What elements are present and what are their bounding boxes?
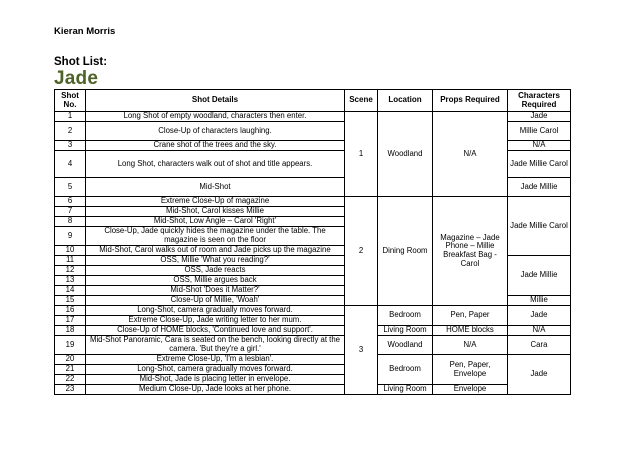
characters-cell: Jade Millie Carol (508, 197, 571, 256)
shot-number: 15 (55, 296, 86, 306)
shot-details: Long Shot, characters walk out of shot and title appears. (86, 151, 345, 178)
shot-number: 6 (55, 197, 86, 207)
shot-number: 11 (55, 256, 86, 266)
scene-cell: 1 (345, 112, 378, 197)
characters-cell: Jade (508, 112, 571, 122)
shot-details: Crane shot of the trees and the sky. (86, 141, 345, 151)
shot-details: Close-Up of characters laughing. (86, 122, 345, 141)
props-cell: N/A (433, 336, 508, 355)
shot-details: Close-Up, Jade quickly hides the magazine under the table. The magazine is seen on the floor (86, 227, 345, 246)
shot-number: 23 (55, 385, 86, 395)
location-cell: Bedroom (378, 355, 433, 385)
shot-number: 10 (55, 246, 86, 256)
characters-cell: Cara (508, 336, 571, 355)
shot-number: 22 (55, 375, 86, 385)
shot-number: 9 (55, 227, 86, 246)
shot-details: OSS, Jade reacts (86, 266, 345, 276)
characters-cell: Jade (508, 355, 571, 395)
characters-cell: Millie Carol (508, 122, 571, 141)
scene-cell: 2 (345, 197, 378, 306)
table-header-row (55, 90, 571, 112)
shot-details: Long Shot of empty woodland, characters then enter. (86, 112, 345, 122)
shot-details: OSS, Millie argues back (86, 276, 345, 286)
characters-cell: Jade Millie (508, 256, 571, 296)
shot-details: Extreme Close-Up of magazine (86, 197, 345, 207)
shot-details: Long-Shot, camera gradually moves forward. (86, 365, 345, 375)
characters-cell: N/A (508, 141, 571, 151)
props-cell: N/A (433, 112, 508, 197)
props-cell: Envelope (433, 385, 508, 395)
props-cell: HOME blocks (433, 326, 508, 336)
location-cell: Dining Room (378, 197, 433, 306)
table-row (55, 326, 571, 336)
table-row (55, 355, 571, 365)
characters-cell: Jade Millie (508, 178, 571, 197)
shot-details: Extreme Close-Up, Jade writing letter to her mum. (86, 316, 345, 326)
header-shot-no: Shot No. (55, 90, 86, 112)
header-scene: Scene (345, 90, 378, 112)
shot-number: 18 (55, 326, 86, 336)
scene-cell: 3 (345, 306, 378, 395)
section-heading: Shot List: (54, 56, 108, 68)
shot-number: 21 (55, 365, 86, 375)
document-title: Jade (54, 68, 99, 89)
props-cell: Pen, Paper, Envelope (433, 355, 508, 385)
shot-details: Mid-Shot, Carol kisses Millie (86, 207, 345, 217)
shot-list-table (54, 89, 571, 395)
author-name: Kieran Morris (54, 26, 116, 37)
table-row (55, 112, 571, 122)
shot-number: 13 (55, 276, 86, 286)
shot-number: 1 (55, 112, 86, 122)
characters-cell: N/A (508, 326, 571, 336)
characters-cell: Jade Millie Carol (508, 151, 571, 178)
props-cell: Magazine – Jade Phone – Millie Breakfast Bag - Carol (433, 197, 508, 306)
header-props: Props Required (433, 90, 508, 112)
location-cell: Living Room (378, 385, 433, 395)
table-row (55, 385, 571, 395)
characters-cell: Jade (508, 306, 571, 326)
shot-details: Mid-Shot Panoramic, Cara is seated on the bench, looking directly at the camera. 'But they're a girl.' (86, 336, 345, 355)
shot-details: Mid-Shot (86, 178, 345, 197)
shot-details: Mid-Shot, Low Angle – Carol 'Right' (86, 217, 345, 227)
location-cell: Woodland (378, 336, 433, 355)
shot-details: Mid-Shot, Carol walks out of room and Jade picks up the magazine (86, 246, 345, 256)
table-row (55, 336, 571, 355)
shot-details: Close-Up of Millie, 'Woah' (86, 296, 345, 306)
shot-number: 4 (55, 151, 86, 178)
table-row (55, 306, 571, 316)
location-cell: Woodland (378, 112, 433, 197)
location-cell: Living Room (378, 326, 433, 336)
shot-details: Mid-Shot 'Does it Matter?' (86, 286, 345, 296)
shot-number: 3 (55, 141, 86, 151)
shot-details: Medium Close-Up, Jade looks at her phone. (86, 385, 345, 395)
shot-details: Close-Up of HOME blocks, 'Continued love and support'. (86, 326, 345, 336)
table-row (55, 197, 571, 207)
shot-number: 14 (55, 286, 86, 296)
shot-number: 7 (55, 207, 86, 217)
shot-number: 16 (55, 306, 86, 316)
header-shot-details: Shot Details (86, 90, 345, 112)
shot-number: 20 (55, 355, 86, 365)
shot-details: Mid-Shot, Jade is placing letter in envelope. (86, 375, 345, 385)
shot-details: OSS, Millie 'What you reading?' (86, 256, 345, 266)
header-location: Location (378, 90, 433, 112)
shot-details: Long-Shot, camera gradually moves forward. (86, 306, 345, 316)
shot-number: 8 (55, 217, 86, 227)
shot-number: 5 (55, 178, 86, 197)
header-characters: Characters Required (508, 90, 571, 112)
props-cell: Pen, Paper (433, 306, 508, 326)
shot-number: 17 (55, 316, 86, 326)
shot-details: Extreme Close-Up, 'I'm a lesbian'. (86, 355, 345, 365)
shot-number: 12 (55, 266, 86, 276)
characters-cell: Millie (508, 296, 571, 306)
shot-number: 19 (55, 336, 86, 355)
shot-number: 2 (55, 122, 86, 141)
location-cell: Bedroom (378, 306, 433, 326)
